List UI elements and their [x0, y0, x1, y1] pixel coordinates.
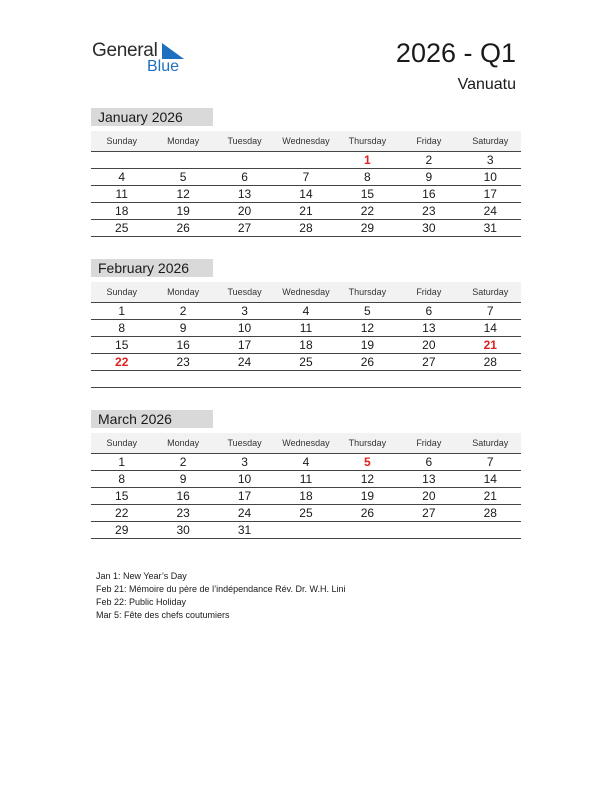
day-cell: 2 — [425, 153, 433, 167]
day-cell: 25 — [299, 355, 313, 369]
day-cell — [275, 522, 336, 538]
month-calendar — [91, 259, 521, 388]
day-cell: 28 — [483, 355, 497, 369]
day-cell: 27 — [422, 506, 436, 520]
day-cell: 13 — [422, 321, 436, 335]
day-cell — [337, 522, 398, 538]
month-name: March 2026 — [91, 410, 213, 428]
month-name: February 2026 — [91, 259, 213, 277]
day-cell — [398, 522, 459, 538]
weekday-label: Wednesday — [282, 287, 330, 297]
day-cell: 1 — [118, 304, 126, 318]
day-cell: 13 — [422, 472, 436, 486]
day-cell: 7 — [486, 455, 494, 469]
weekday-label: Tuesday — [227, 136, 262, 146]
day-cell: 30 — [422, 221, 436, 235]
day-cell: 11 — [299, 321, 313, 335]
day-cell: 23 — [422, 204, 436, 218]
day-cell — [460, 522, 521, 538]
logo-text-general: General — [92, 40, 158, 61]
day-cell: 9 — [179, 321, 187, 335]
weekday-label: Sunday — [106, 438, 137, 448]
weekday-label: Wednesday — [282, 136, 330, 146]
week-row — [91, 488, 521, 505]
day-cell: 24 — [237, 355, 252, 369]
day-cell — [91, 371, 152, 387]
day-cell: 14 — [483, 472, 497, 486]
day-cell: 3 — [241, 304, 248, 318]
day-cell: 7 — [486, 304, 494, 318]
day-cell: 22 — [360, 204, 375, 218]
day-cell: 26 — [360, 506, 375, 520]
day-cell: 8 — [118, 472, 126, 486]
day-cell — [91, 152, 152, 168]
day-cell: 14 — [483, 321, 497, 335]
week-row — [91, 454, 521, 471]
day-cell: 4 — [302, 455, 310, 469]
day-cell: 8 — [118, 321, 126, 335]
day-cell: 29 — [360, 221, 375, 235]
day-cell: 10 — [237, 321, 252, 335]
day-cell — [275, 371, 336, 387]
weekday-header — [91, 282, 521, 303]
day-cell: 15 — [360, 187, 375, 201]
weekday-label: Sunday — [106, 287, 137, 297]
day-cell: 4 — [118, 170, 126, 184]
week-row — [91, 186, 521, 203]
day-cell: 9 — [425, 170, 433, 184]
week-row — [91, 169, 521, 186]
week-row — [91, 203, 521, 220]
day-cell: 16 — [176, 489, 190, 503]
holiday-note: Jan 1: New Year’s Day — [96, 571, 187, 581]
day-cell: 19 — [176, 204, 190, 218]
day-cell: 24 — [483, 204, 497, 218]
day-cell: 20 — [237, 204, 252, 218]
day-cell: 11 — [115, 187, 128, 201]
day-cell: 25 — [115, 221, 129, 235]
weekday-label: Thursday — [348, 438, 387, 448]
day-cell: 8 — [364, 170, 371, 184]
day-cell — [152, 152, 213, 168]
day-cell: 1 — [364, 153, 371, 167]
day-cell: 17 — [237, 489, 252, 503]
week-row — [91, 303, 521, 320]
day-cell: 9 — [179, 472, 187, 486]
day-cell: 12 — [176, 187, 190, 201]
day-cell: 21 — [483, 338, 497, 352]
day-cell: 27 — [237, 221, 252, 235]
day-cell: 29 — [115, 523, 129, 537]
week-row — [91, 354, 521, 371]
day-cell: 5 — [364, 304, 371, 318]
day-cell: 19 — [360, 489, 375, 503]
week-row — [91, 505, 521, 522]
day-cell: 11 — [299, 472, 313, 486]
day-cell — [152, 371, 213, 387]
day-cell: 7 — [302, 170, 310, 184]
weekday-label: Monday — [167, 136, 200, 146]
weekday-label: Monday — [167, 287, 200, 297]
day-cell: 17 — [483, 187, 497, 201]
day-cell: 16 — [176, 338, 190, 352]
month-calendar — [91, 108, 521, 237]
week-row — [91, 152, 521, 169]
day-cell: 20 — [422, 489, 436, 503]
holiday-note: Mar 5: Fête des chefs coutumiers — [96, 610, 230, 620]
day-cell — [337, 371, 398, 387]
weekday-label: Thursday — [348, 136, 387, 146]
holiday-note: Feb 22: Public Holiday — [96, 597, 187, 607]
weekday-label: Friday — [416, 438, 442, 448]
day-cell: 10 — [483, 170, 497, 184]
day-cell: 27 — [422, 355, 436, 369]
page-title: 2026 - Q1 — [395, 38, 516, 68]
day-cell: 23 — [176, 355, 190, 369]
day-cell: 6 — [241, 170, 248, 184]
day-cell: 28 — [483, 506, 497, 520]
country-name: Vanuatu — [457, 76, 516, 93]
day-cell: 18 — [299, 338, 313, 352]
month-calendar — [91, 410, 521, 539]
week-row — [91, 220, 521, 237]
day-cell — [214, 371, 275, 387]
day-cell: 26 — [360, 355, 375, 369]
week-row — [91, 320, 521, 337]
weekday-header — [91, 131, 521, 152]
logo — [92, 40, 192, 80]
day-cell: 15 — [115, 338, 129, 352]
weekday-label: Tuesday — [227, 438, 262, 448]
day-cell: 19 — [360, 338, 375, 352]
day-cell: 26 — [176, 221, 190, 235]
day-cell: 10 — [237, 472, 252, 486]
holiday-notes — [96, 570, 345, 622]
day-cell: 31 — [483, 221, 497, 235]
week-row — [91, 337, 521, 354]
weekday-label: Wednesday — [282, 438, 330, 448]
day-cell: 1 — [118, 455, 126, 469]
week-row — [91, 471, 521, 488]
day-cell — [398, 371, 459, 387]
day-cell: 31 — [237, 523, 252, 537]
day-cell: 6 — [425, 304, 433, 318]
weekday-label: Saturday — [472, 287, 509, 297]
day-cell: 25 — [299, 506, 313, 520]
day-cell — [214, 152, 275, 168]
week-row — [91, 522, 521, 539]
day-cell: 2 — [179, 304, 187, 318]
day-cell: 18 — [115, 204, 129, 218]
day-cell: 22 — [115, 506, 129, 520]
day-cell: 28 — [299, 221, 313, 235]
holiday-note: Feb 21: Mémoire du père de l’indépendance Rév. Dr. W.H. Lini — [96, 584, 346, 594]
day-cell: 14 — [299, 187, 313, 201]
day-cell: 6 — [425, 455, 433, 469]
day-cell: 5 — [364, 455, 371, 469]
day-cell: 21 — [299, 204, 313, 218]
day-cell: 17 — [237, 338, 252, 352]
day-cell: 3 — [241, 455, 248, 469]
logo-text-blue: Blue — [147, 58, 180, 75]
day-cell: 22 — [115, 355, 129, 369]
month-name: January 2026 — [91, 108, 213, 126]
day-cell: 5 — [179, 170, 187, 184]
weekday-label: Thursday — [348, 287, 387, 297]
day-cell: 4 — [302, 304, 310, 318]
day-cell: 16 — [422, 187, 436, 201]
weekday-header — [91, 433, 521, 454]
logo-triangle-icon — [162, 43, 184, 59]
day-cell: 18 — [299, 489, 313, 503]
weekday-label: Saturday — [472, 136, 509, 146]
weekday-label: Tuesday — [227, 287, 262, 297]
day-cell: 24 — [237, 506, 252, 520]
day-cell: 23 — [176, 506, 190, 520]
day-cell: 30 — [176, 523, 190, 537]
day-cell: 12 — [360, 321, 375, 335]
day-cell: 13 — [237, 187, 252, 201]
day-cell: 3 — [486, 153, 494, 167]
day-cell: 15 — [115, 489, 129, 503]
day-cell — [275, 152, 336, 168]
weekday-label: Monday — [167, 438, 200, 448]
weekday-label: Friday — [416, 287, 442, 297]
day-cell — [460, 371, 521, 387]
weekday-label: Friday — [416, 136, 442, 146]
day-cell: 21 — [483, 489, 497, 503]
day-cell: 20 — [422, 338, 436, 352]
day-cell: 2 — [179, 455, 187, 469]
weekday-label: Saturday — [472, 438, 509, 448]
day-cell: 12 — [360, 472, 375, 486]
weekday-label: Sunday — [106, 136, 137, 146]
week-row — [91, 371, 521, 388]
